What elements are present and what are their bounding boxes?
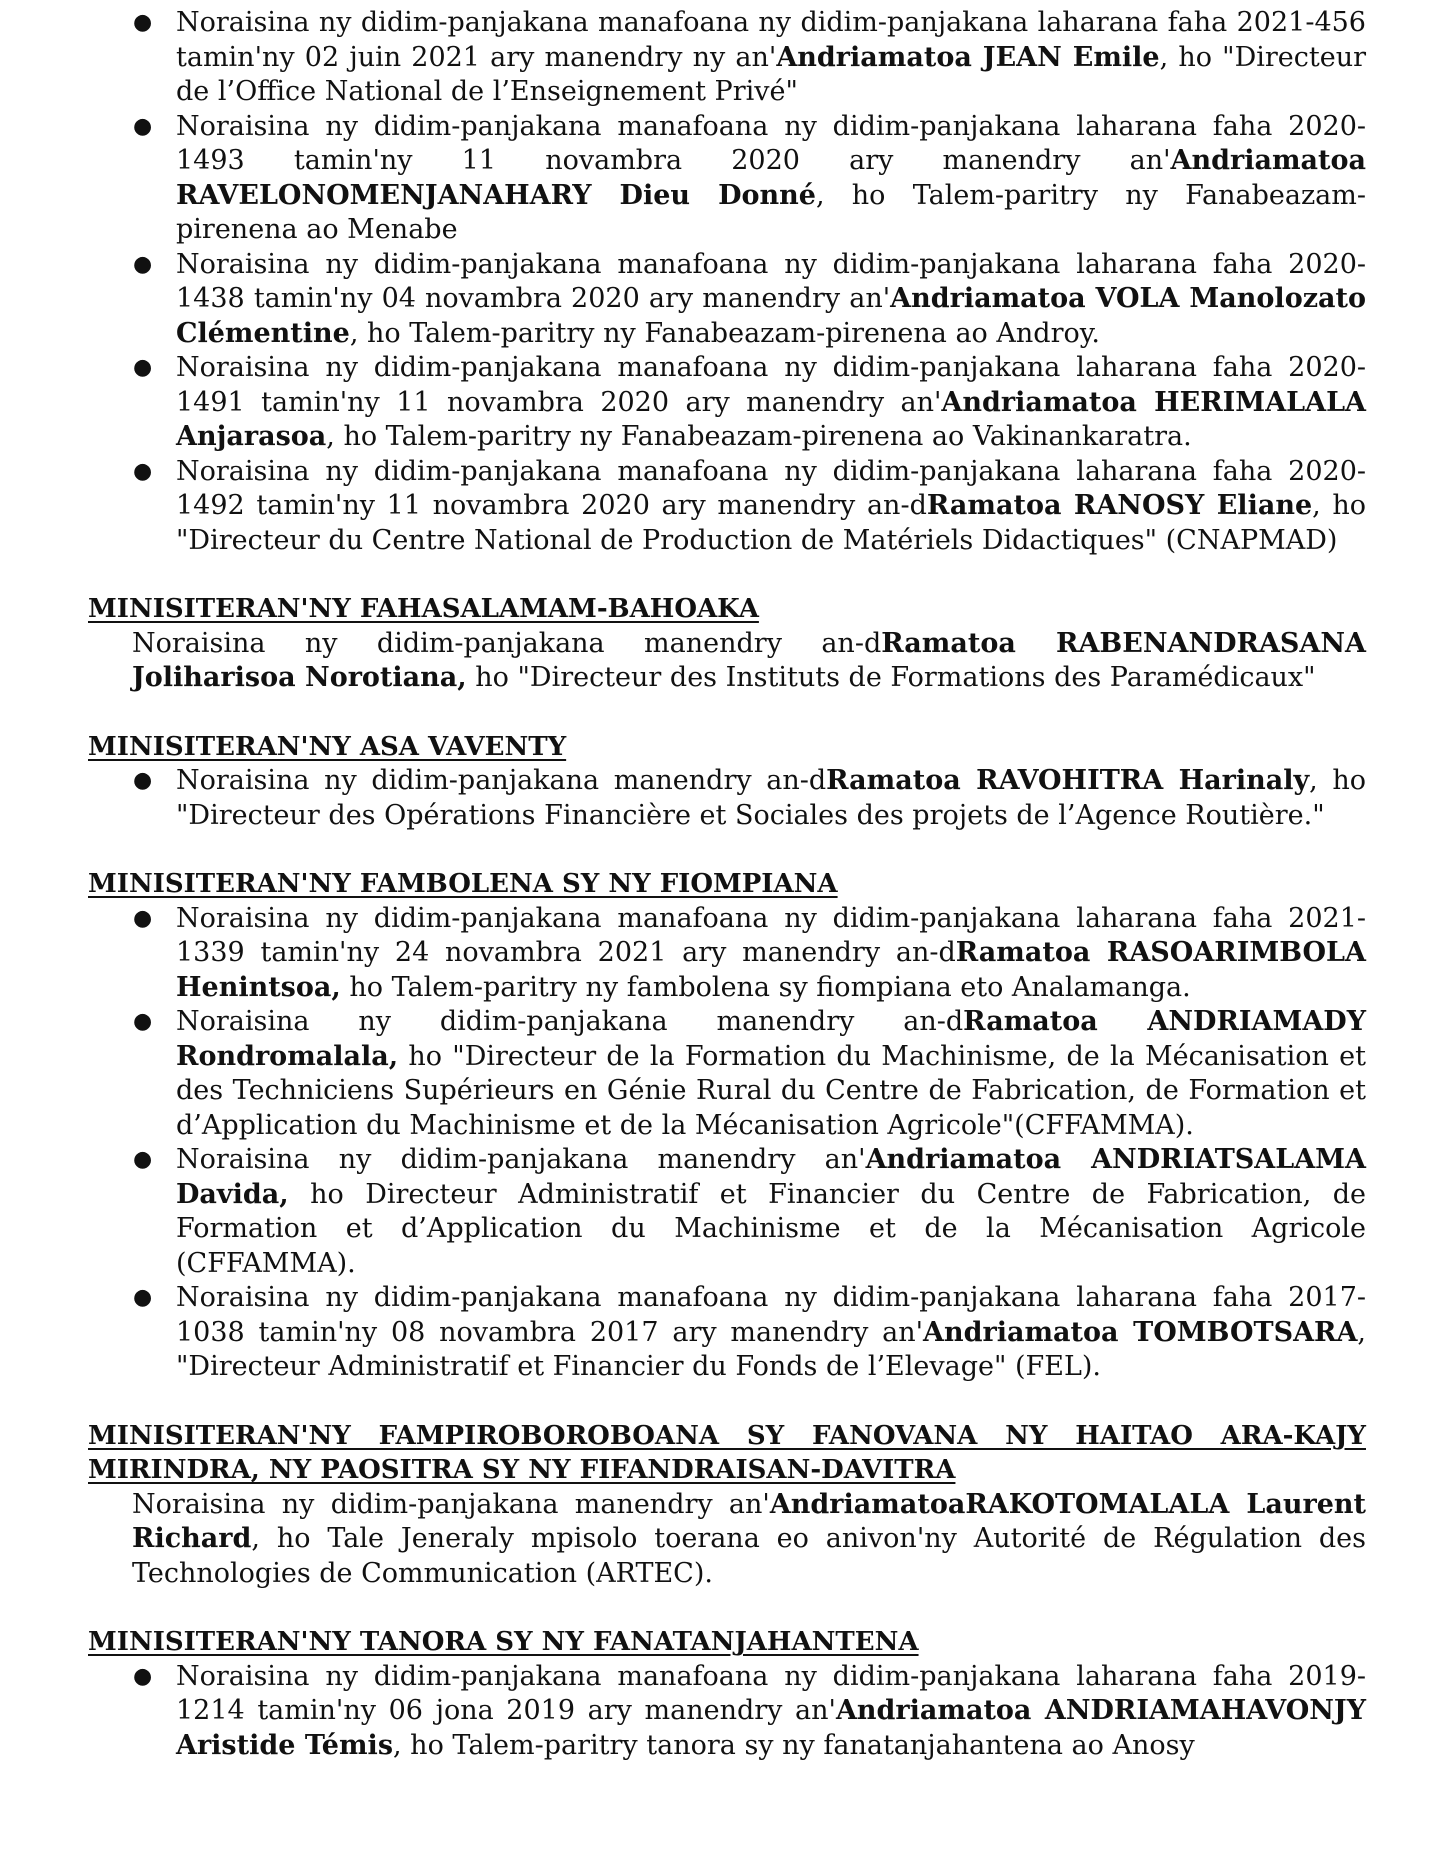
appointee-name: Andriamatoa RAVELONOMENJANAHARY Dieu Donné [176, 145, 1366, 211]
appointee-name: Ramatoa RANOSY Eliane [926, 490, 1313, 521]
appointee-name: AndriamatoaRAKOTOMALALA Laurent Richard [132, 1488, 1366, 1554]
list-item: ● Noraisina ny didim-panjakana manendry an'Andriamatoa ANDRIATSALAMA Davida, ho Directeur Administratif et Financier du Centre de Fabrication, de Formation et d’Application du Machinisme et de la Mécanisation Agricole (CFFAMMA). [133, 1144, 1366, 1279]
bullet-icon: ● [133, 10, 153, 35]
list-item: ● Noraisina ny didim-panjakana manendry an-dRamatoa RAVOHITRA Harinaly, ho "Directeur des Opérations Financière et Sociales des projets de l’Agence Routière." [133, 765, 1367, 831]
youth-appointments-list [88, 1660, 1366, 1764]
bullet-icon: ● [133, 1663, 153, 1689]
appointee-name: Ramatoa RAVOHITRA Harinaly [826, 765, 1310, 796]
list-item: ● Noraisina ny didim-panjakana manafoana ny didim-panjakana laharana faha 2020-1492 tamin'ny 11 novambra 2020 ary manendry an-dRamatoa RANOSY Eliane, ho "Directeur du Centre National de Production de Matériels Didactiques" (CNAPMAD) [133, 455, 1367, 556]
section-heading-health: MINISITERAN'NY FAHASALAMAM-BAHOAKA [88, 594, 759, 624]
bullet-icon: ● [133, 355, 153, 380]
list-item: ● Noraisina ny didim-panjakana manendry an-dRamatoa ANDRIAMADY Rondromalala, ho "Directeur de la Formation du Machinisme, de la Mécanisation et des Techniciens Supérieurs en Génie Rural du Centre de Fabrication, de Formation et d’Application du Machinisme et de la Mécanisation Agricole"(CFFAMMA). [133, 1006, 1366, 1141]
bullet-icon: ● [133, 768, 153, 793]
list-item: ● Noraisina ny didim-panjakana manafoana ny didim-panjakana laharana faha 2021-1339 tamin'ny 24 novambra 2021 ary manendry an-dRamatoa RASOARIMBOLA Henintsoa, ho Talem-paritry ny fambolena sy fiompiana eto Analamanga. [133, 902, 1366, 1003]
section-heading-youth: MINISITERAN'NY TANORA SY NY FANATANJAHANTENA [88, 1627, 919, 1657]
agriculture-appointments-list [88, 902, 1366, 1385]
digital-appointment-paragraph: Noraisina ny didim-panjakana manendry an'AndriamatoaRAKOTOMALALA Laurent Richard, ho Tale Jeneraly mpisolo toerana eo anivon'ny Autorité de Régulation des Technologies de Communication (ARTEC). [132, 1488, 1366, 1589]
appointee-name: Andriamatoa HERIMALALA Anjarasoa [176, 386, 1367, 452]
bullet-icon: ● [133, 458, 153, 484]
appointee-name: Ramatoa ANDRIAMADY Rondromalala, [176, 1006, 1366, 1072]
section-heading-agriculture: MINISITERAN'NY FAMBOLENA SY NY FIOMPIANA [88, 869, 838, 899]
document-page [88, 6, 1366, 1763]
section-heading-public-works: MINISITERAN'NY ASA VAVENTY [88, 731, 567, 762]
list-item: ● Noraisina ny didim-panjakana manafoana ny didim-panjakana laharana faha 2020-1491 tamin'ny 11 novambra 2020 ary manendry an'Andriamatoa HERIMALALA Anjarasoa, ho Talem-paritry ny Fanabeazam-pirenena ao Vakinankaratra. [133, 352, 1367, 452]
appointee-name: Andriamatoa JEAN Emile [776, 41, 1160, 73]
bullet-icon: ● [133, 113, 153, 139]
list-item: ● Noraisina ny didim-panjakana manafoana ny didim-panjakana laharana faha 2017-1038 tamin'ny 08 novambra 2017 ary manendry an'Andriamatoa TOMBOTSARA, "Directeur Administratif et Financier du Fonds de l’Elevage" (FEL). [133, 1282, 1367, 1382]
appointee-name: Andriamatoa ANDRIAMAHAVONJY Aristide Témis [176, 1695, 1366, 1761]
bullet-icon: ● [133, 251, 153, 277]
list-item: ● Noraisina ny didim-panjakana manafoana ny didim-panjakana laharana faha 2020-1493 tamin'ny 11 novambra 2020 ary manendry an'Andriamatoa RAVELONOMENJANAHARY Dieu Donné, ho Talem-paritry ny Fanabeazam-pirenena ao Menabe [133, 110, 1366, 245]
bullet-icon: ● [133, 1009, 153, 1034]
appointee-name: Ramatoa RABENANDRASANA Joliharisoa Norotiana, [132, 627, 1367, 693]
bullet-icon: ● [133, 1285, 153, 1310]
list-item: ● Noraisina ny didim-panjakana manafoana ny didim-panjakana laharana faha 2019-1214 tamin'ny 06 jona 2019 ary manendry an'Andriamatoa ANDRIAMAHAVONJY Aristide Témis, ho Talem-paritry tanora sy ny fanatanjahantena ao Anosy [133, 1660, 1366, 1761]
appointee-name: Ramatoa RASOARIMBOLA Henintsoa, [176, 937, 1366, 1003]
bullet-icon: ● [133, 1147, 153, 1172]
appointee-name: Andriamatoa TOMBOTSARA [923, 1316, 1358, 1348]
appointee-name: Andriamatoa VOLA Manolozato Clémentine [176, 283, 1367, 349]
appointee-name: Andriamatoa ANDRIATSALAMA Davida, [176, 1144, 1366, 1210]
health-appointment-paragraph: Noraisina ny didim-panjakana manendry an-dRamatoa RABENANDRASANA Joliharisoa Norotiana, ho "Directeur des Instituts de Formations des Paramédicaux" [132, 627, 1367, 693]
bullet-icon: ● [133, 905, 153, 931]
list-item: ● Noraisina ny didim-panjakana manafoana ny didim-panjakana laharana faha 2021-456 tamin'ny 02 juin 2021 ary manendry ny an'Andriamatoa JEAN Emile, ho "Directeur de l’Office National de l’Enseignement Privé" [133, 7, 1366, 107]
section-heading-digital: MINISITERAN'NY FAMPIROBOROBOANA SY FANOVANA NY HAITAO ARA-KAJY MIRINDRA, NY PAOSITRA SY NY FIFANDRAISAN-DAVITRA [88, 1420, 1366, 1485]
list-item: ● Noraisina ny didim-panjakana manafoana ny didim-panjakana laharana faha 2020-1438 tamin'ny 04 novambra 2020 ary manendry an'Andriamatoa VOLA Manolozato Clémentine, ho Talem-paritry ny Fanabeazam-pirenena ao Androy. [133, 248, 1367, 349]
education-appointments-list [88, 6, 1366, 558]
public-works-appointments-list [88, 764, 1366, 833]
